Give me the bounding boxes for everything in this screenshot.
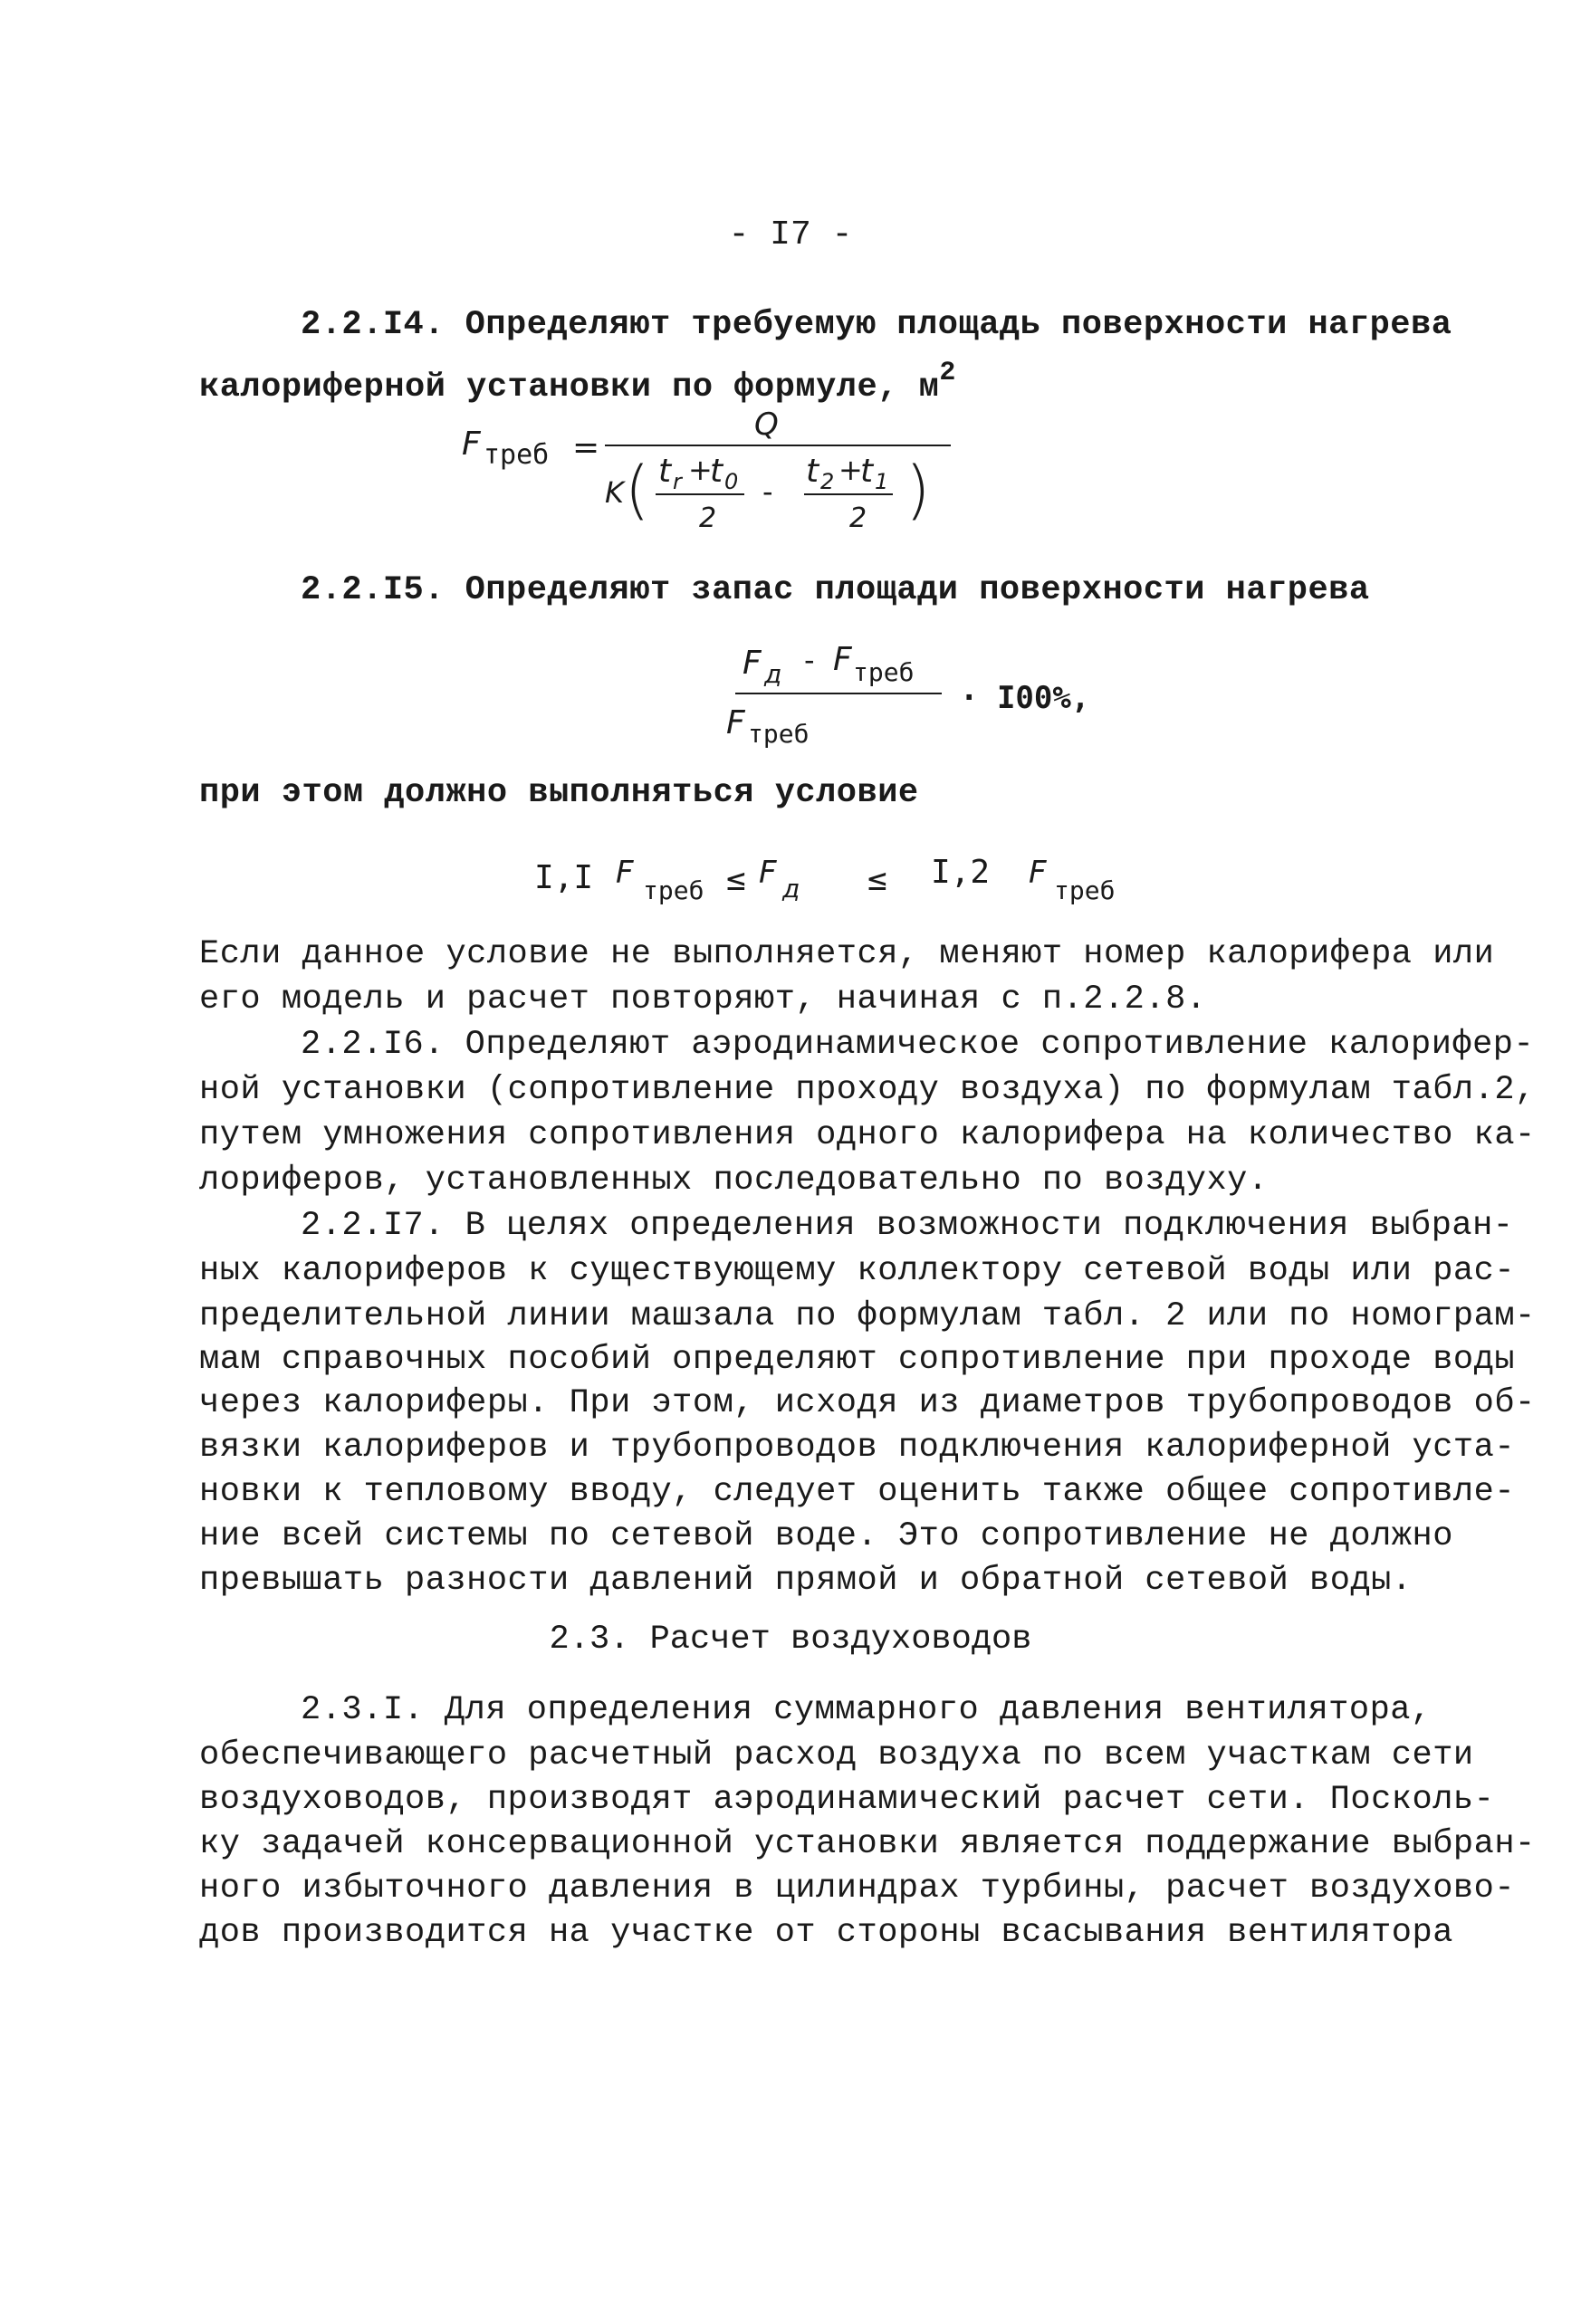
formula-1-t-0: t xyxy=(710,453,723,490)
formula-surface-reserve xyxy=(715,634,1132,760)
formula-2-den-sub: треб xyxy=(748,719,810,749)
formula-required-area xyxy=(444,398,987,543)
section-2-3-1-line-3: воздуховодов, производят аэродинамический расчет сети. Посколь- xyxy=(199,1781,1495,1819)
section-2-2-17-line-7: новки к тепловому вводу, следует оценить также общее сопротивле- xyxy=(199,1473,1516,1511)
formula-1-lhs-sub: треб xyxy=(484,439,550,471)
formula-1-t-1-sub: 1 xyxy=(875,469,889,494)
section-2-2-17-line-1: 2.2.I7. В целях определения возможности подключения выбран- xyxy=(301,1207,1514,1245)
formula-3-le-1: ≤ xyxy=(726,861,746,898)
formula-1-lhs: F xyxy=(462,426,481,463)
formula-3-f2: F xyxy=(759,855,777,891)
formula-2-f-req: F xyxy=(833,641,852,678)
section-2-2-17-line-3: пределительной линии машзала по формулам табл. 2 или по номограм- xyxy=(199,1297,1536,1335)
section-2-3-1-line-5: ного избыточного давления в цилиндрах турбины, расчет воздухово- xyxy=(199,1870,1516,1908)
section-2-2-16-line-2: ной установки (сопротивление проходу воздуха) по формулам табл.2, xyxy=(199,1071,1536,1109)
paragraph-if-line-1: Если данное условие не выполняется, меняют номер калорифера или xyxy=(199,935,1495,973)
section-heading-2-3: 2.3. Расчет воздуховодов xyxy=(549,1621,1032,1659)
section-2-2-17-line-4: мам справочных пособий определяют сопротивление при проходе воды xyxy=(199,1341,1516,1379)
formula-1-den-2: 2 xyxy=(849,502,867,534)
formula-2-minus: - xyxy=(804,643,815,677)
formula-1-numerator: Q xyxy=(754,406,779,443)
section-2-2-14-line-1: 2.2.I4. Определяют требуемую площадь поверхности нагрева xyxy=(301,306,1452,344)
condition-intro: при этом должно выполняться условие xyxy=(199,774,919,812)
formula-1-t-2-sub: 2 xyxy=(820,469,835,494)
formula-1-t-0-sub: 0 xyxy=(724,469,739,494)
formula-1-t-r: t xyxy=(658,453,672,490)
formula-3-f1: F xyxy=(616,855,634,891)
formula-1-t-2: t xyxy=(806,453,819,490)
section-2-2-16-line-1: 2.2.I6. Определяют аэродинамическое сопротивление калорифер- xyxy=(301,1026,1535,1064)
formula-1-t-1: t xyxy=(860,453,874,490)
formula-1-plus-2: + xyxy=(838,453,863,487)
section-2-3-1-line-4: ку задачей консервационной установки является поддержание выбран- xyxy=(199,1825,1536,1863)
section-2-2-16-line-3: путем умножения сопротивления одного калорифера на количество ка- xyxy=(199,1116,1536,1154)
formula-2-f-d-sub: д xyxy=(764,659,782,689)
section-2-2-17-line-5: через калориферы. При этом, исходя из диаметров трубопроводов об- xyxy=(199,1384,1536,1422)
formula-3-le-2: ≤ xyxy=(867,861,887,898)
formula-3-coef-2: I,2 xyxy=(931,854,991,891)
formula-2-f-d: F xyxy=(743,645,762,682)
section-2-2-17-line-9: превышать разности давлений прямой и обратной сетевой воды. xyxy=(199,1562,1413,1600)
formula-2-den-f: F xyxy=(726,704,745,741)
formula-1-minus: - xyxy=(762,474,773,509)
section-2-3-1-line-6: дов производится на участке от стороны всасывания вентилятора xyxy=(199,1914,1453,1952)
formula-3-f3-sub: треб xyxy=(1054,875,1116,905)
formula-1-equals: = xyxy=(572,429,600,466)
formula-1-k: K xyxy=(605,475,624,510)
section-2-2-14-line-2-text: калориферной установки по формуле, м xyxy=(199,368,940,406)
section-2-2-17-line-8: ние всей системы по сетевой воде. Это сопротивление не должно xyxy=(199,1517,1453,1555)
formula-3-f3: F xyxy=(1029,855,1047,891)
section-2-3-1-line-1: 2.3.I. Для определения суммарного давления вентилятора, xyxy=(301,1691,1432,1729)
section-2-3-1-line-2: обеспечивающего расчетный расход воздуха по всем участкам сети xyxy=(199,1736,1474,1774)
formula-1-left-paren: ( xyxy=(625,453,650,527)
section-2-2-16-line-4: лориферов, установленных последовательно по воздуху. xyxy=(199,1162,1269,1200)
formula-1-t-r-sub: r xyxy=(673,469,682,494)
section-2-2-17-line-6: вязки калориферов и трубопроводов подключения калориферной уста- xyxy=(199,1429,1516,1467)
formula-condition xyxy=(525,846,1177,919)
formula-3-coef-1: I,I xyxy=(534,859,594,896)
unit-superscript: 2 xyxy=(939,358,956,388)
formula-3-f1-sub: треб xyxy=(643,875,704,905)
formula-1-right-paren: ) xyxy=(905,453,931,527)
paragraph-if-line-2: его модель и расчет повторяют, начиная с п.2.2.8. xyxy=(199,980,1207,1019)
formula-2-f-req-sub: треб xyxy=(853,657,915,687)
section-2-2-15-line-1: 2.2.I5. Определяют запас площади поверхности нагрева xyxy=(301,571,1370,609)
formula-3-f2-sub: д xyxy=(782,874,800,904)
formula-2-multiplier: · I00%, xyxy=(960,680,1090,716)
page-number: - I7 - xyxy=(728,215,853,254)
formula-1-den-1: 2 xyxy=(699,502,717,534)
section-2-2-17-line-2: ных калориферов к существующему коллектору сетевой воды или рас- xyxy=(199,1252,1516,1290)
formula-1-plus-1: + xyxy=(688,453,713,487)
